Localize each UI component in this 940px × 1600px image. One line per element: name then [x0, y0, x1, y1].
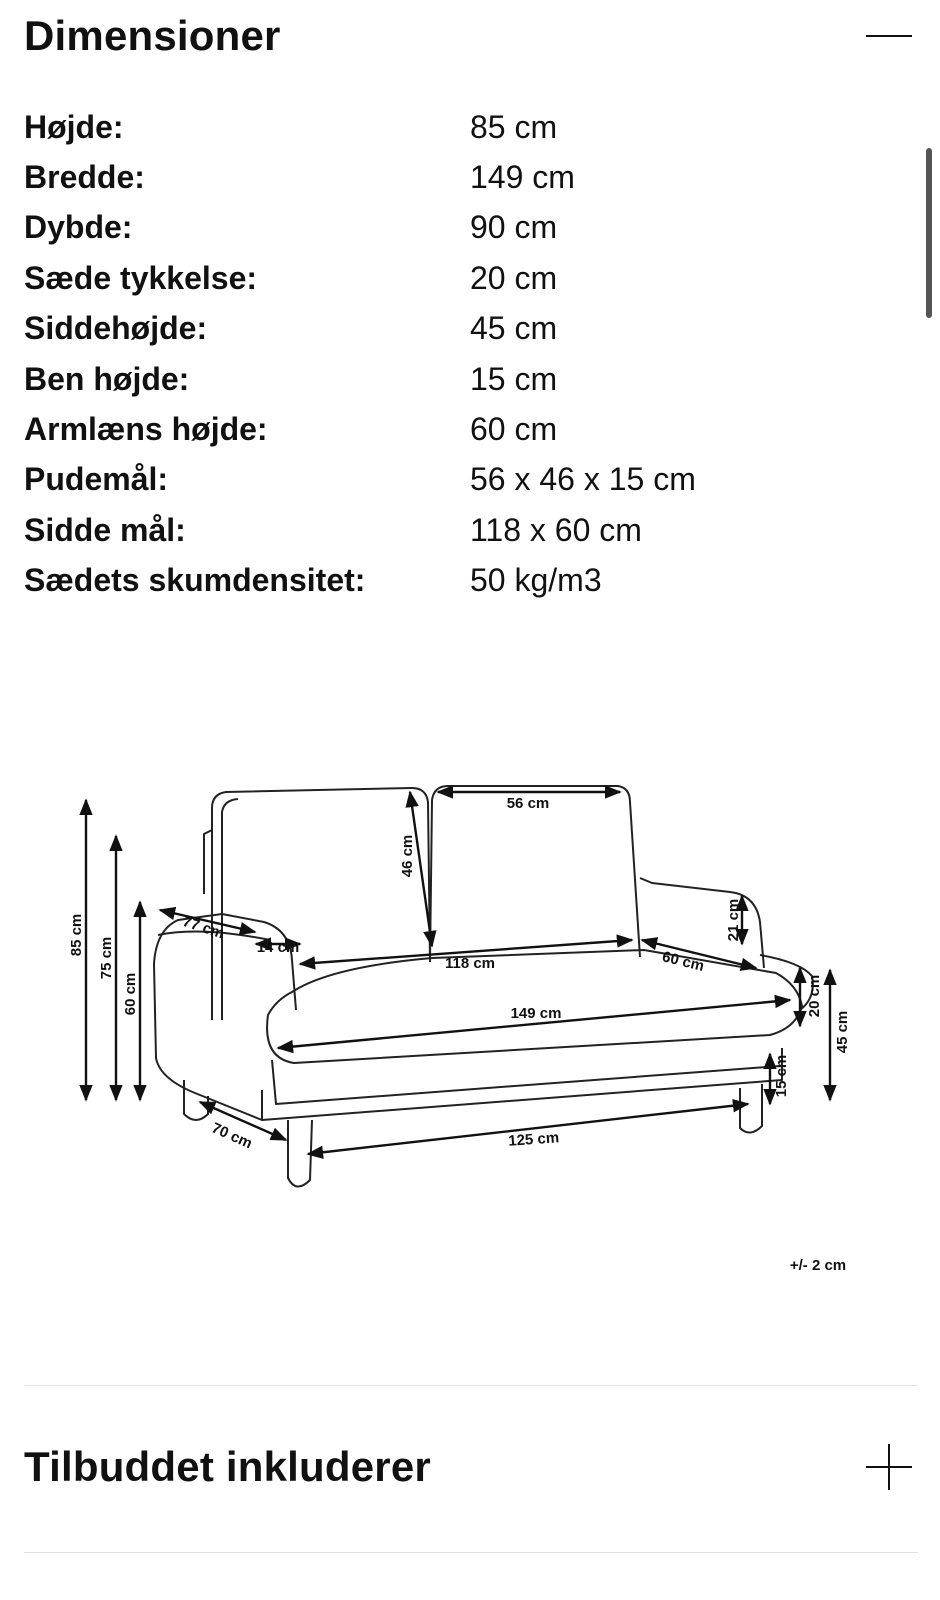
- spec-label: Sædets skumdensitet:: [24, 562, 366, 599]
- dimensions-title: Dimensioner: [24, 12, 281, 59]
- spec-row: [24, 102, 884, 152]
- spec-label: Sæde tykkelse:: [24, 259, 258, 296]
- label-arm-height: 60 cm: [122, 972, 139, 1016]
- spec-row: [24, 505, 884, 555]
- spec-value: 20 cm: [470, 259, 558, 296]
- label-seat-depth: 60 cm: [660, 948, 706, 976]
- spec-row: [24, 354, 884, 404]
- spec-value: 118 x 60 cm: [470, 511, 642, 548]
- dimensions-spec-list: [24, 102, 884, 606]
- label-arm-width: 14 cm: [256, 939, 300, 956]
- dimension-labels: [68, 795, 851, 1274]
- label-back-height: 75 cm: [98, 936, 115, 980]
- spec-label: Ben højde:: [24, 360, 190, 397]
- offer-includes-header[interactable]: [24, 1437, 914, 1497]
- label-leg-height: 15 cm: [773, 1054, 790, 1098]
- offer-includes-title: Tilbuddet inkluderer: [24, 1443, 431, 1490]
- dimension-lines: [86, 792, 830, 1154]
- label-seat-thickness: 20 cm: [806, 974, 823, 1018]
- spec-label: Armlæns højde:: [24, 411, 268, 448]
- sofa-dimensions-diagram: [0, 700, 940, 1320]
- expand-plus-icon[interactable]: [864, 1442, 914, 1492]
- label-base-depth: 70 cm: [208, 1119, 255, 1153]
- spec-value: 45 cm: [470, 310, 558, 347]
- spec-row: [24, 304, 884, 354]
- spec-value: 50 kg/m3: [470, 562, 602, 599]
- label-total-width: 149 cm: [510, 1005, 562, 1022]
- spec-row: [24, 404, 884, 454]
- spec-value: 56 x 46 x 15 cm: [470, 461, 696, 498]
- tolerance-note: +/- 2 cm: [789, 1257, 847, 1274]
- spec-row: [24, 455, 884, 505]
- spec-row: [24, 556, 884, 606]
- spec-value: 60 cm: [470, 411, 558, 448]
- spec-label: Sidde mål:: [24, 511, 186, 548]
- spec-label: Højde:: [24, 108, 124, 145]
- label-cushion-height: 46 cm: [399, 834, 416, 878]
- spec-value: 85 cm: [470, 108, 558, 145]
- collapse-minus-icon[interactable]: [864, 11, 914, 61]
- label-base-width: 125 cm: [507, 1129, 560, 1150]
- spec-row: [24, 203, 884, 253]
- section-divider: [24, 1552, 918, 1553]
- label-arm-depth: 77 cm: [180, 913, 227, 943]
- section-divider: [24, 1385, 918, 1386]
- scrollbar-thumb[interactable]: [926, 148, 932, 318]
- label-total-height: 85 cm: [68, 913, 85, 957]
- spec-label: Dybde:: [24, 209, 133, 246]
- label-seat-height: 45 cm: [834, 1010, 851, 1054]
- label-cushion-width: 56 cm: [506, 795, 550, 812]
- spec-value: 15 cm: [470, 360, 558, 397]
- spec-label: Bredde:: [24, 159, 145, 196]
- spec-label: Siddehøjde:: [24, 310, 208, 347]
- dimensions-header[interactable]: [24, 6, 914, 66]
- label-seat-width: 118 cm: [444, 955, 496, 972]
- spec-row: [24, 253, 884, 303]
- spec-row: [24, 152, 884, 202]
- spec-value: 90 cm: [470, 209, 558, 246]
- spec-value: 149 cm: [470, 159, 575, 196]
- spec-label: Pudemål:: [24, 461, 169, 498]
- label-back-arm-height: 21 cm: [725, 898, 742, 942]
